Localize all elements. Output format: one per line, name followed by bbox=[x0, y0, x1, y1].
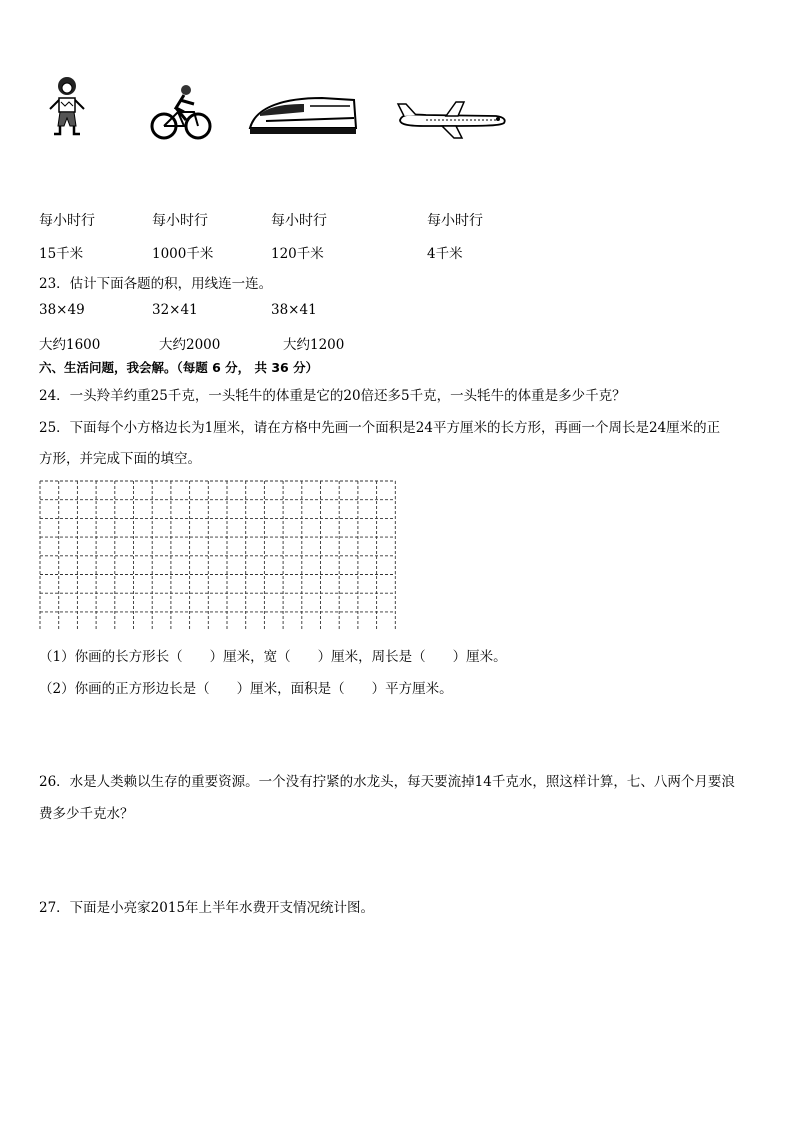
high-speed-train-icon bbox=[246, 94, 358, 136]
estimate-3: 大约1200 bbox=[283, 337, 345, 353]
speed-label-3: 每小时行 bbox=[271, 213, 327, 229]
question-27: 27．下面是小亮家2015年上半年水费开支情况统计图。 bbox=[39, 900, 375, 916]
speed-value-1: 15千米 bbox=[39, 246, 84, 262]
fill-in-1: （1）你画的长方形长（ ）厘米，宽（ ）厘米，周长是（ ）厘米。 bbox=[39, 649, 507, 665]
question-23: 23．估计下面各题的积，用线连一连。 bbox=[39, 276, 273, 292]
expression-2: 32×41 bbox=[152, 302, 198, 318]
question-24: 24．一头羚羊约重25千克，一头牦牛的体重是它的20倍还多5千克，一头牦牛的体重是多少千克？ bbox=[39, 388, 626, 404]
fill-in-2: （2）你画的正方形边长是（ ）厘米，面积是（ ）平方厘米。 bbox=[39, 681, 453, 697]
speed-value-3: 120千米 bbox=[271, 246, 324, 262]
airplane-icon bbox=[396, 100, 508, 140]
estimate-1: 大约1600 bbox=[39, 337, 101, 353]
question-25-line2: 方形，并完成下面的填空。 bbox=[39, 451, 201, 467]
walking-child-icon bbox=[44, 74, 90, 138]
speed-label-2: 每小时行 bbox=[152, 213, 208, 229]
square-grid[interactable] bbox=[39, 480, 397, 630]
question-25-line1: 25．下面每个小方格边长为1厘米，请在方格中先画一个面积是24平方厘米的长方形，再画一个周长是24厘米的正 bbox=[39, 420, 721, 436]
speed-label-1: 每小时行 bbox=[39, 213, 95, 229]
section-6-title: 六、生活问题，我会解。（每题 6 分， 共 36 分） bbox=[39, 360, 319, 375]
expression-1: 38×49 bbox=[39, 302, 85, 318]
estimate-2: 大约2000 bbox=[159, 337, 221, 353]
cyclist-icon bbox=[150, 82, 212, 142]
question-26-line2: 费多少千克水？ bbox=[39, 806, 134, 822]
speed-label-4: 每小时行 bbox=[427, 213, 483, 229]
question-26-line1: 26．水是人类赖以生存的重要资源。一个没有拧紧的水龙头，每天要流掉14千克水，照这样计算，七、八两个月要浪 bbox=[39, 774, 735, 790]
speed-value-2: 1000千米 bbox=[152, 246, 214, 262]
speed-value-4: 4千米 bbox=[427, 246, 463, 262]
expression-3: 38×41 bbox=[271, 302, 317, 318]
